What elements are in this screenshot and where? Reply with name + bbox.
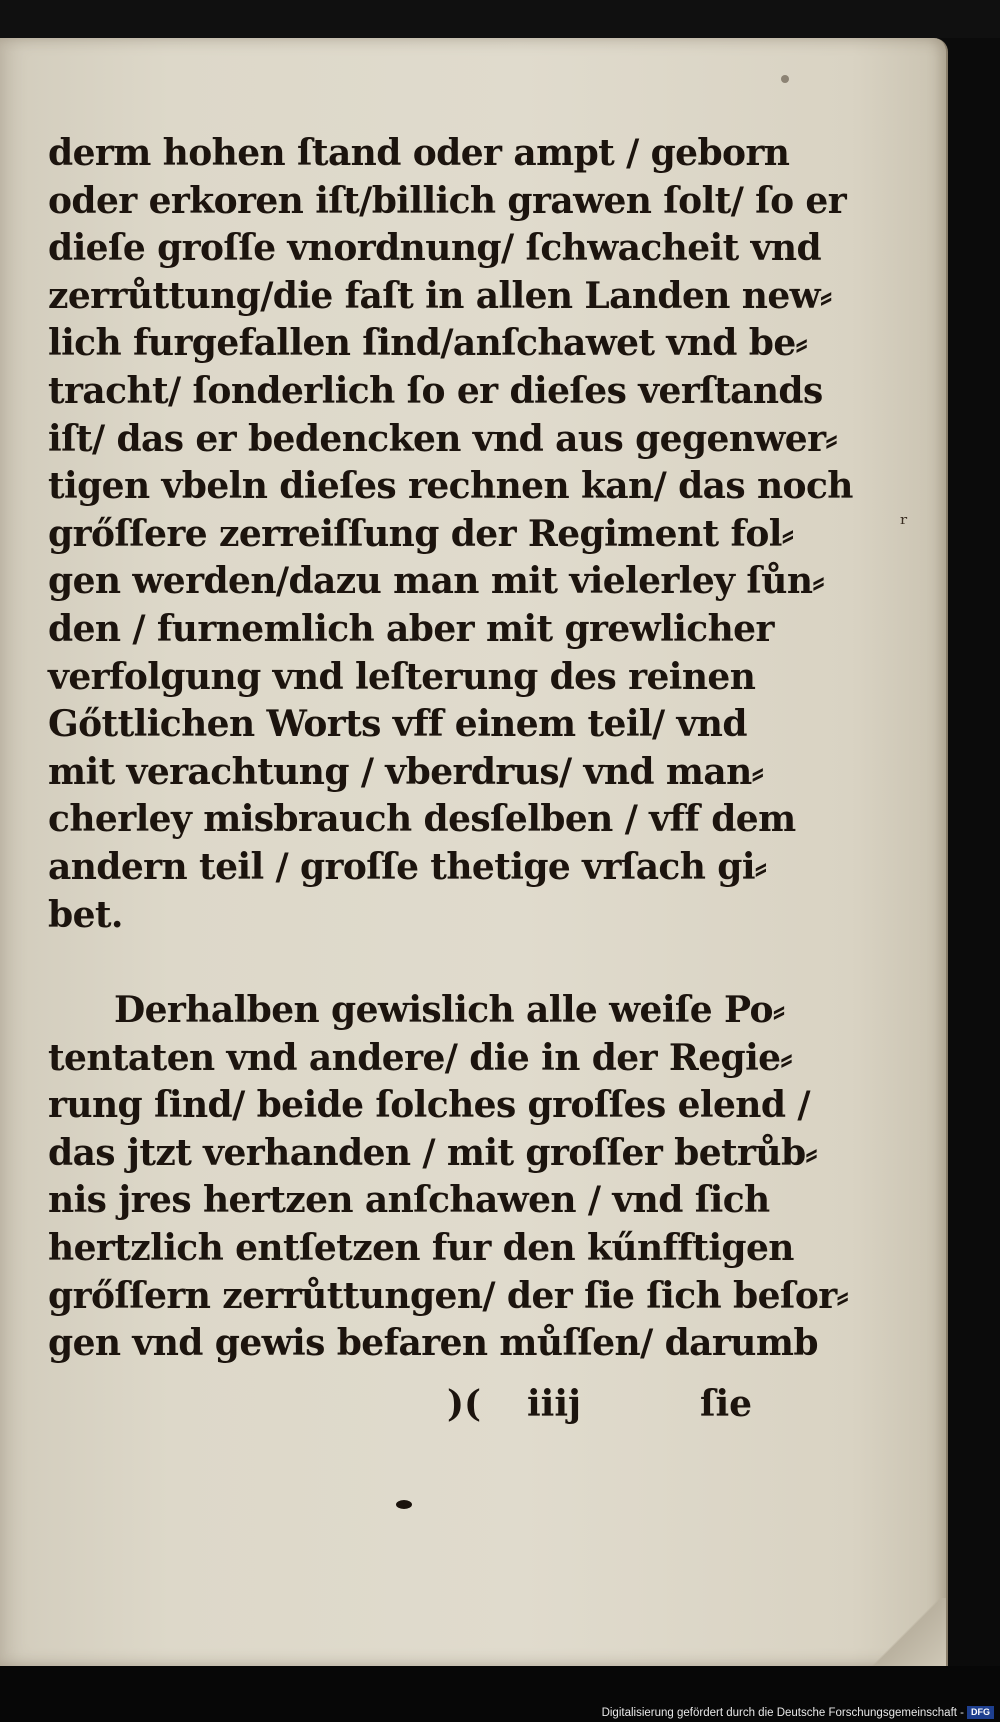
- catchword: ſie: [700, 1383, 753, 1425]
- funding-credit: Digitalisierung gefördert durch die Deutsche Forschungsgemeinschaft -: [601, 1707, 964, 1719]
- page-text: [48, 130, 853, 1368]
- dfg-logo-icon: DFG: [967, 1706, 994, 1719]
- scanner-top-band: [0, 0, 1000, 38]
- text-line: cherley misbrauch desſelben / vff dem: [48, 798, 796, 841]
- ink-blot: [396, 1500, 412, 1509]
- text-line: oder erkoren iſt/billich grawen ſolt/ ſo er: [48, 179, 847, 222]
- text-line: tracht/ ſonderlich ſo er dieſes verſtands: [48, 369, 823, 412]
- text-line: dieſe groſſe vnordnung/ ſchwacheit vnd: [48, 227, 822, 270]
- text-line: grőſſere zerreiſſung der Regiment fol⸗: [48, 512, 794, 555]
- text-line: Derhalben gewislich alle weiſe Po⸗: [114, 989, 785, 1032]
- text-line: lich furgefallen ſind/anſchawet vnd be⸗: [48, 322, 808, 365]
- text-line: das jtzt verhanden / mit groſſer betrůb⸗: [48, 1131, 817, 1174]
- paragraph-2: [48, 987, 848, 1368]
- signature-number: iiij: [527, 1383, 582, 1425]
- text-line: grőſſern zerrůttungen/ der ſie ſich beſor⸗: [48, 1274, 848, 1317]
- text-line: den / furnemlich aber mit grewlicher: [48, 607, 774, 650]
- signature-mark: )(: [447, 1383, 482, 1425]
- folded-page-corner: [870, 1598, 946, 1666]
- text-line: gen werden/dazu man mit vielerley ſůn⸗: [48, 560, 824, 603]
- text-line: tentaten vnd andere/ die in der Regie⸗: [48, 1036, 792, 1079]
- text-line: gen vnd gewis befaren můſſen/ darumb: [48, 1322, 818, 1365]
- text-line: Gőttlichen Worts vff einem teil/ vnd: [48, 703, 747, 746]
- text-line: andern teil / groſſe thetige vrſach gi⸗: [48, 845, 767, 888]
- text-line: zerrůttung/die faſt in allen Landen new⸗: [48, 274, 832, 317]
- text-line: verfolgung vnd leſterung des reinen: [48, 655, 756, 698]
- text-line: hertzlich entſetzen fur den kűnfftigen: [48, 1227, 794, 1270]
- signature-line: [0, 1383, 760, 1433]
- text-line: tigen vbeln dieſes rechnen kan/ das noch: [48, 465, 853, 508]
- text-line: derm hohen ſtand oder ampt / geborn: [48, 132, 790, 174]
- text-line: iſt/ das er bedencken vnd aus gegenwer⸗: [48, 417, 837, 460]
- text-line: bet.: [48, 893, 123, 936]
- ink-speck: [781, 75, 789, 83]
- text-line: mit verachtung / vberdrus/ vnd man⸗: [48, 750, 764, 793]
- paragraph-1: [48, 130, 853, 939]
- text-line: nis jres hertzen anſchawen / vnd ſich: [48, 1179, 770, 1222]
- text-line: rung ſind/ beide ſolches groſſes elend /: [48, 1084, 810, 1127]
- margin-mark: ʳ: [900, 510, 909, 538]
